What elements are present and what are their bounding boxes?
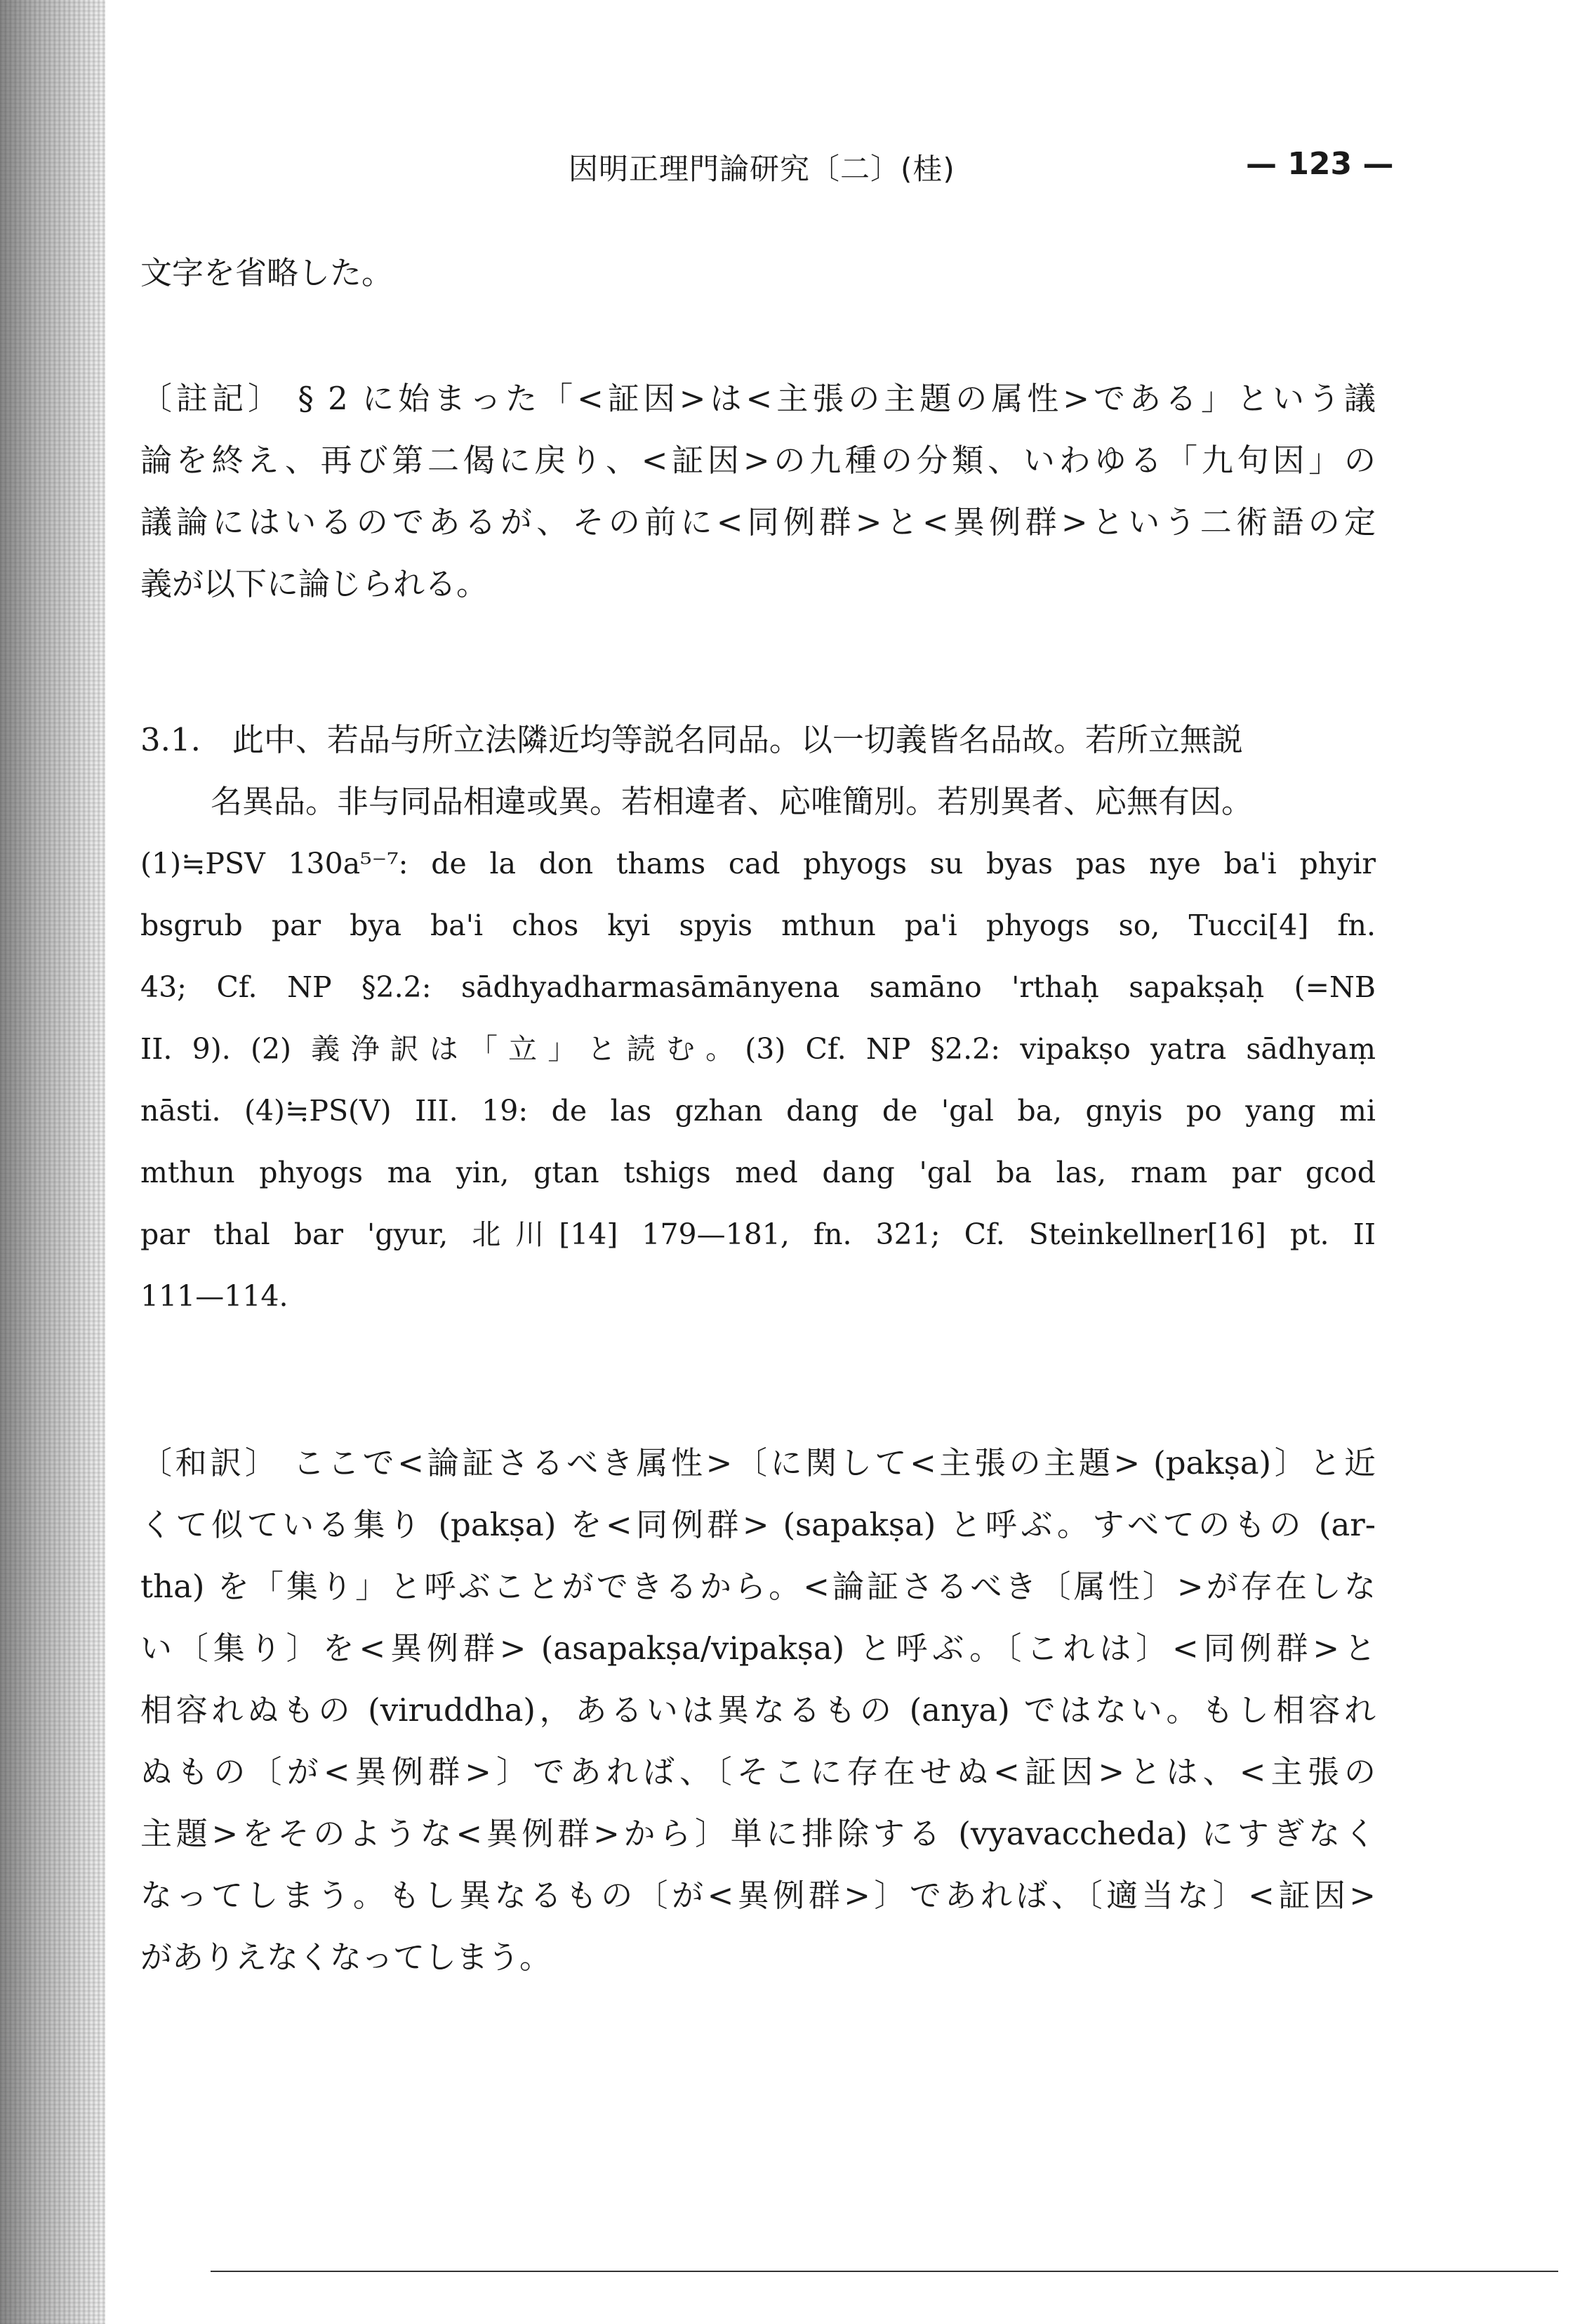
text-line: ぬもの〔が<異例群>〕であれば、〔そこに存在せぬ<証因>とは、<主張の (140, 1753, 1376, 1790)
text-line: 3.1. 此中、若品与所立法隣近均等説名同品。以一切義皆名品故。若所立無説 (140, 721, 1243, 758)
footnote-line: (1)≒PSV 130a⁵⁻⁷: de la don thams cad phyogs su byas pas nye ba'i phyir (140, 847, 1376, 880)
bottom-rule (211, 2271, 1558, 2272)
footnote-line: nāsti. (4)≒PS(V) III. 19: de las gzhan dang de 'gal ba, gnyis po yang mi (140, 1094, 1376, 1128)
scan-shadow-edge (0, 0, 105, 2324)
page-header (0, 146, 1587, 195)
translation-paragraph (140, 1432, 1376, 1988)
text-line: 〔註記〕 § 2 に始まった「<証因>は<主張の主題の属性>である」という議 (140, 380, 1376, 417)
footnote-line: bsgrub par bya ba'i chos kyi spyis mthun pa'i phyogs so, Tucci[4] fn. (140, 909, 1376, 942)
text-line: 文字を省略した。 (140, 254, 394, 291)
text-line: 名異品。非与同品相違或異。若相違者、応唯簡別。若別異者、応無有因。 (211, 783, 1254, 820)
text-line: tha) を「集り」と呼ぶことができるから。<論証さるべき〔属性〕>が存在しな (140, 1568, 1376, 1605)
text-line: がありえなくなってしまう。 (140, 1939, 552, 1976)
text-line: 論を終え、再び第二偈に戻り、<証因>の九種の分類、いわゆる「九句因」の (140, 442, 1376, 479)
text-line: 議論にはいるのであるが、その前に<同例群>と<異例群>という二術語の定 (140, 503, 1376, 541)
footnote-line: par thal bar 'gyur, 北川[14] 179—181, fn. 321; Cf. Steinkellner[16] pt. II (140, 1217, 1376, 1251)
text-line: 義が以下に論じられる。 (140, 565, 489, 602)
footnote-line: II. 9). (2) 義浄訳は「立」と読む。(3) Cf. NP §2.2: vipakṣo yatra sādhyaṃ (140, 1032, 1376, 1066)
footnote-line: 43; Cf. NP §2.2: sādhyadharmasāmānyena samāno 'rthaḥ sapakṣaḥ (=NB (140, 970, 1376, 1004)
text-line: なってしまう。もし異なるもの〔が<異例群>〕であれば、〔適当な〕<証因> (140, 1877, 1376, 1914)
page-number: — 123 — (1246, 146, 1394, 182)
continuation-paragraph (140, 242, 1376, 304)
text-line: い〔集り〕を<異例群> (asapakṣa/vipakṣa) と呼ぶ。〔これは〕<同例群>と (140, 1630, 1376, 1667)
footnotes (140, 833, 1376, 1327)
footnote-line: 111—114. (140, 1279, 288, 1313)
text-line: 相容れぬもの (viruddha)，あるいは異なるもの (anya) ではない。もし相容れ (140, 1691, 1376, 1729)
footnote-line: mthun phyogs ma yin, gtan tshigs med dang 'gal ba las, rnam par gcod (140, 1156, 1376, 1189)
section-3-1-text (140, 709, 1376, 833)
text-line: 〔和訳〕 ここで<論証さるべき属性>〔に関して<主張の主題> (pakṣa)〕と近 (140, 1444, 1376, 1481)
text-line: くて似ている集り (pakṣa) を<同例群> (sapakṣa) と呼ぶ。すべてのもの (ar- (140, 1506, 1376, 1543)
running-title: 因明正理門論研究〔二〕(桂) (569, 152, 955, 186)
text-line: 主題>をそのような<異例群>から〕単に排除する (vyavaccheda) にすぎなく (140, 1815, 1376, 1852)
note-paragraph (140, 368, 1376, 615)
